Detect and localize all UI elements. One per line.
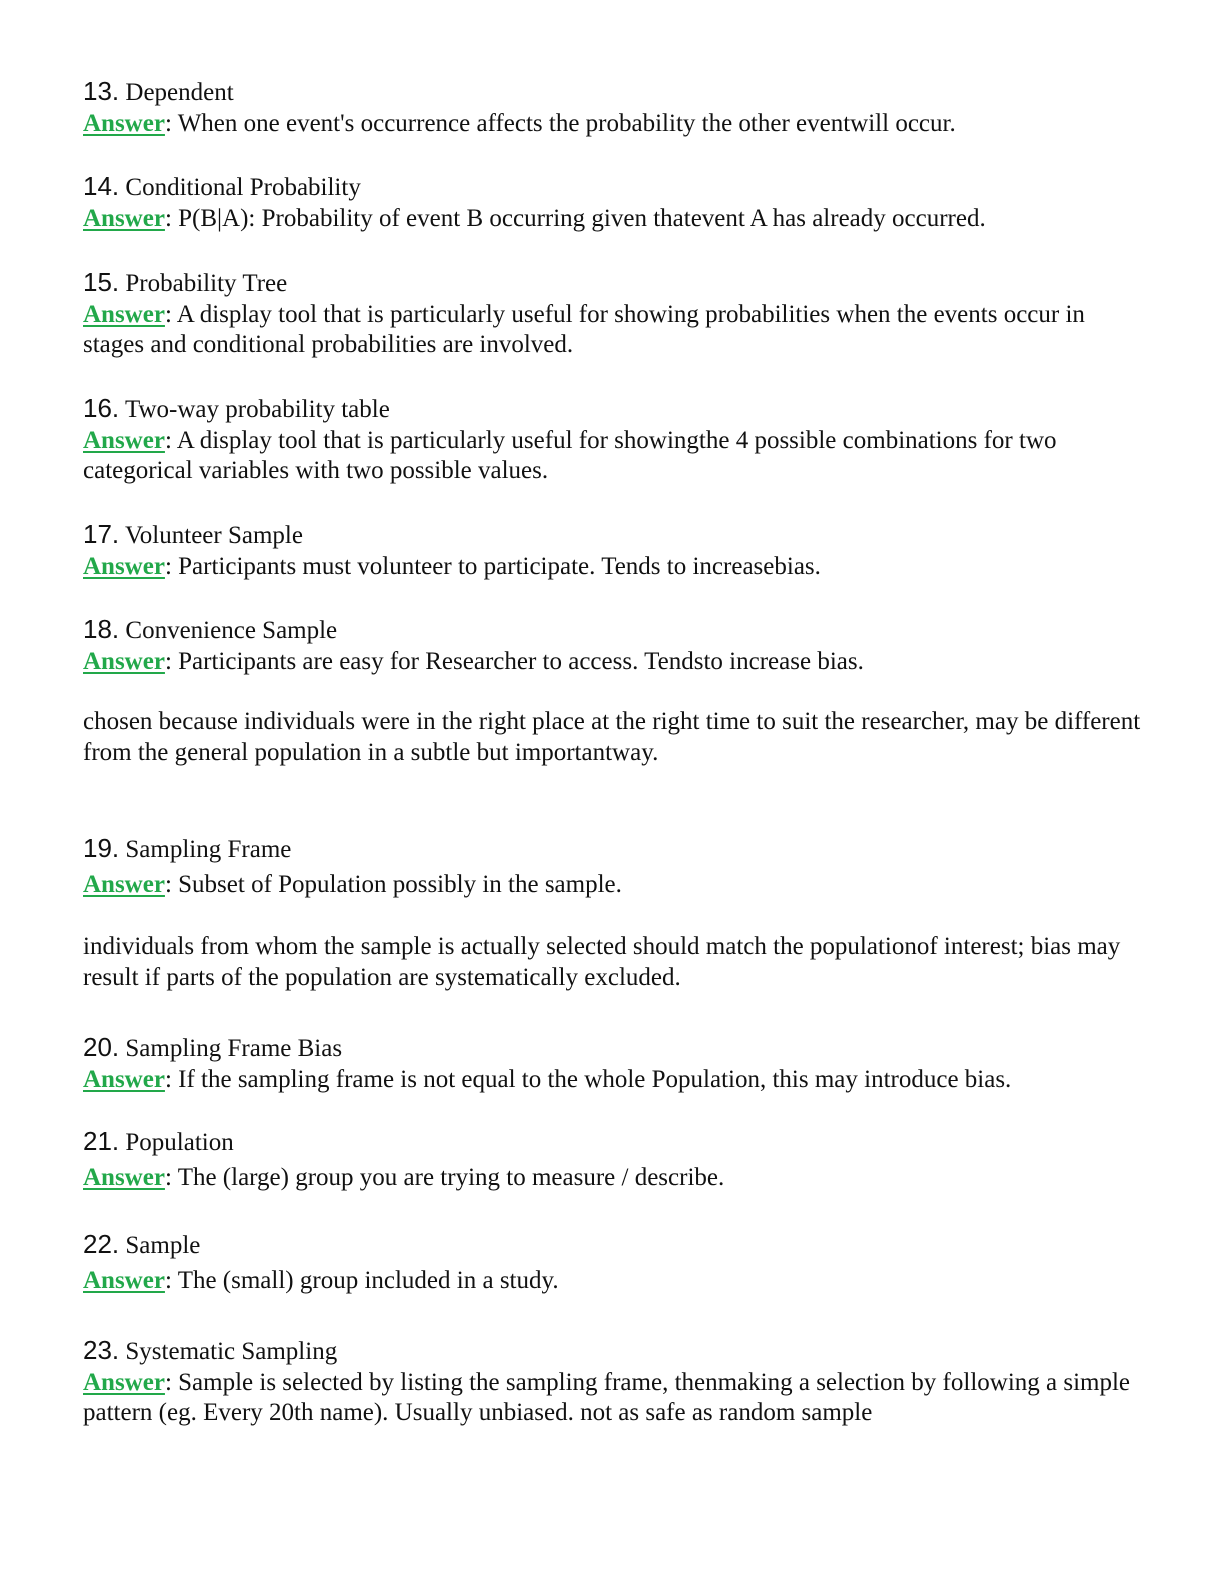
answer-label: Answer	[83, 110, 165, 137]
entry-answer: P(B|A): Probability of event B occurring given thatevent A has already occurred.	[178, 205, 986, 232]
entry-22: 22. Sample Answer: The (small) group included in a study.	[83, 1229, 559, 1294]
answer-label: Answer	[83, 648, 165, 675]
entry-answer: Participants must volunteer to participate. Tends to increasebias.	[178, 553, 821, 580]
entry-answer: A display tool that is particularly useful for showing probabilities when the events occur in stages and conditional probabilities are involved.	[83, 301, 1085, 358]
entry-answer: Participants are easy for Researcher to access. Tendsto increase bias.	[178, 648, 864, 675]
entry-20: 20. Sampling Frame Bias Answer: If the sampling frame is not equal to the whole Population, this may introduce bias.	[83, 1032, 1012, 1093]
note-convenience-sample: chosen because individuals were in the right place at the right time to suit the researcher, may be different from the general population in a subtle but importantway.	[83, 708, 1141, 766]
entry-term: Convenience Sample	[125, 617, 338, 644]
answer-label: Answer	[83, 427, 165, 454]
entry-15: 15. Probability Tree Answer: A display tool that is particularly useful for showing probabilities when the events occur in stages and conditional probabilities are involved.	[83, 267, 1085, 358]
answer-label: Answer	[83, 205, 165, 232]
entry-17: 17. Volunteer Sample Answer: Participants must volunteer to participate. Tends to increasebias.	[83, 519, 821, 580]
note-sampling-frame: individuals from whom the sample is actually selected should match the populationof interest; bias may result if parts of the population are systematically excluded.	[83, 933, 1121, 991]
entry-answer: Sample is selected by listing the sampling frame, thenmaking a selection by following a simple pattern (eg. Every 20th name). Usually unbiased. not as safe as random sample	[83, 1369, 1131, 1426]
entry-number: 14.	[83, 171, 120, 201]
entry-number: 23.	[83, 1335, 120, 1365]
entry-number: 16.	[83, 393, 120, 423]
entry-13: 13. Dependent Answer: When one event's occurrence affects the probability the other eventwill occur.	[83, 76, 956, 137]
answer-label: Answer	[83, 1164, 165, 1191]
entry-16: 16. Two-way probability table Answer: A display tool that is particularly useful for showingthe 4 possible combinations for two categorical variables with two possible values.	[83, 393, 1057, 484]
entry-answer: If the sampling frame is not equal to the whole Population, this may introduce bias.	[178, 1066, 1012, 1093]
entry-number: 22.	[83, 1229, 120, 1259]
answer-label: Answer	[83, 1267, 165, 1294]
entry-18: 18. Convenience Sample Answer: Participants are easy for Researcher to access. Tendsto increase bias.	[83, 614, 864, 675]
entry-21: 21. Population Answer: The (large) group you are trying to measure / describe.	[83, 1126, 725, 1191]
entry-term: Volunteer Sample	[124, 522, 303, 549]
entry-answer: A display tool that is particularly useful for showingthe 4 possible combinations for two categorical variables with two possible values.	[83, 427, 1057, 484]
entry-number: 21.	[83, 1126, 120, 1156]
entry-answer: The (large) group you are trying to measure / describe.	[177, 1164, 725, 1191]
entry-23: 23. Systematic Sampling Answer: Sample is selected by listing the sampling frame, thenmaking a selection by following a simple pattern (eg. Every 20th name). Usually unbiased. not as safe as random sample	[83, 1335, 1131, 1426]
entry-14: 14. Conditional Probability Answer: P(B|A): Probability of event B occurring given thatevent A has already occurred.	[83, 171, 986, 232]
entry-term: Sample	[125, 1232, 201, 1259]
entry-number: 17.	[83, 519, 120, 549]
entry-term: Two-way probability table	[124, 396, 390, 423]
entry-number: 18.	[83, 614, 120, 644]
entry-term: Population	[125, 1129, 234, 1156]
entry-answer: Subset of Population possibly in the sample.	[178, 871, 622, 898]
entry-answer: When one event's occurrence affects the probability the other eventwill occur.	[177, 110, 956, 137]
entry-number: 15.	[83, 267, 120, 297]
entry-number: 20.	[83, 1032, 120, 1062]
entry-term: Probability Tree	[125, 270, 288, 297]
answer-label: Answer	[83, 301, 165, 328]
entry-term: Sampling Frame Bias	[125, 1035, 343, 1062]
entry-19: 19. Sampling Frame Answer: Subset of Population possibly in the sample.	[83, 833, 622, 898]
entry-term: Sampling Frame	[125, 836, 292, 863]
answer-label: Answer	[83, 1369, 165, 1396]
entry-term: Systematic Sampling	[125, 1338, 338, 1365]
answer-label: Answer	[83, 553, 165, 580]
entry-term: Conditional Probability	[125, 174, 361, 201]
entry-number: 19.	[83, 833, 120, 863]
answer-label: Answer	[83, 1066, 165, 1093]
entry-term: Dependent	[125, 79, 234, 106]
entry-number: 13.	[83, 76, 120, 106]
entry-answer: The (small) group included in a study.	[177, 1267, 559, 1294]
answer-label: Answer	[83, 871, 165, 898]
